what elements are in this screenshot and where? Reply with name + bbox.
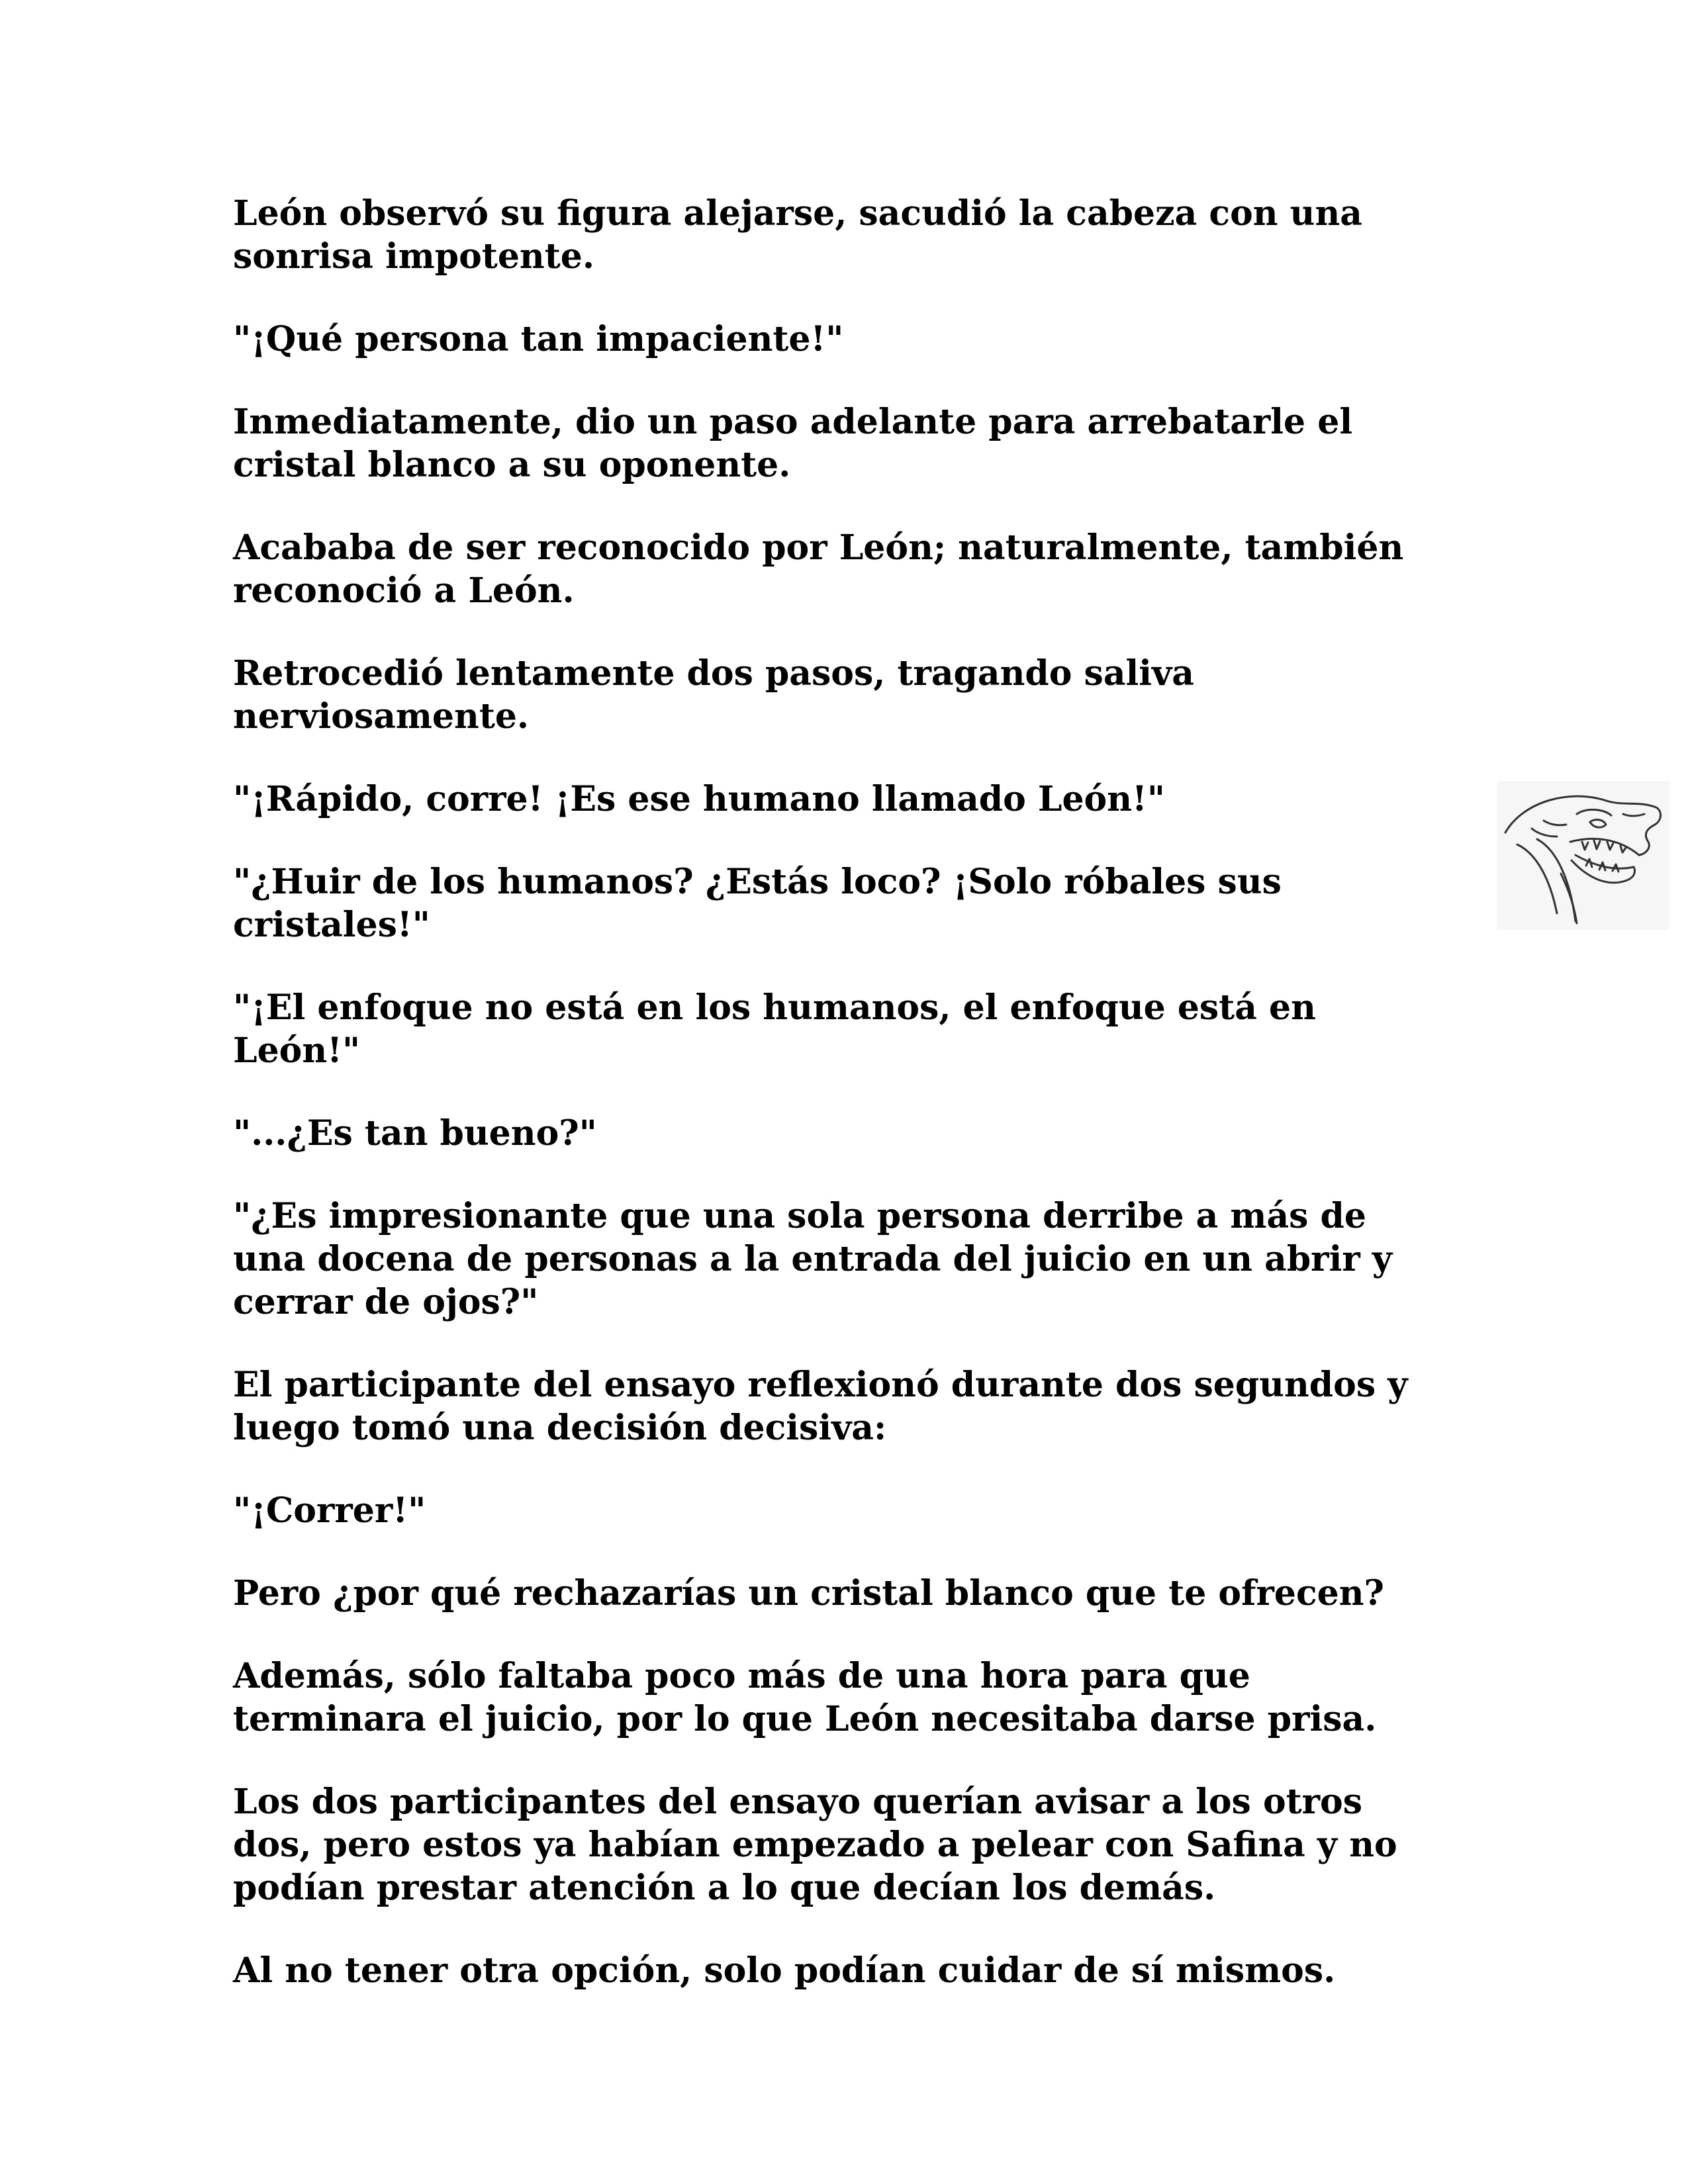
paragraph: León observó su figura alejarse, sacudió la cabeza con una sonrisa impotente. xyxy=(233,193,1362,277)
body-text xyxy=(233,192,1444,2032)
paragraph: "¿Es impresionante que una sola persona derribe a más de una docena de personas a la entrada del juicio en un abrir y cerrar de ojos?" xyxy=(233,1196,1393,1322)
paragraph: "¿Huir de los humanos? ¿Estás loco? ¡Solo róbales sus cristales!" xyxy=(233,862,1282,945)
paragraph: Al no tener otra opción, solo podían cuidar de sí mismos. xyxy=(233,1950,1336,1991)
paragraph: Los dos participantes del ensayo querían avisar a los otros dos, pero estos ya habían empezado a pelear con Safina y no podían prestar atención a lo que decían los demás. xyxy=(233,1782,1397,1908)
paragraph: "¡Rápido, corre! ¡Es ese humano llamado León!" xyxy=(233,779,1165,819)
paragraph: "...¿Es tan bueno?" xyxy=(233,1113,597,1154)
dinosaur-head-sketch-icon xyxy=(1497,781,1669,930)
paragraph: Retrocedió lentamente dos pasos, tragando saliva nerviosamente. xyxy=(233,653,1194,737)
paragraph: "¡Correr!" xyxy=(233,1490,426,1531)
paragraph: "¡Qué persona tan impaciente!" xyxy=(233,319,844,359)
paragraph: Pero ¿por qué rechazarías un cristal blanco que te ofrecen? xyxy=(233,1573,1384,1614)
paragraph: Además, sólo faltaba poco más de una hora para que terminara el juicio, por lo que León necesitaba darse prisa. xyxy=(233,1656,1377,1739)
paragraph: El participante del ensayo reflexionó durante dos segundos y luego tomó una decisión decisiva: xyxy=(233,1365,1408,1448)
paragraph: Inmediatamente, dio un paso adelante para arrebatarle el cristal blanco a su oponente. xyxy=(233,402,1353,485)
paragraph: "¡El enfoque no está en los humanos, el enfoque está en León!" xyxy=(233,987,1316,1071)
paragraph: Acababa de ser reconocido por León; naturalmente, también reconoció a León. xyxy=(233,527,1404,611)
